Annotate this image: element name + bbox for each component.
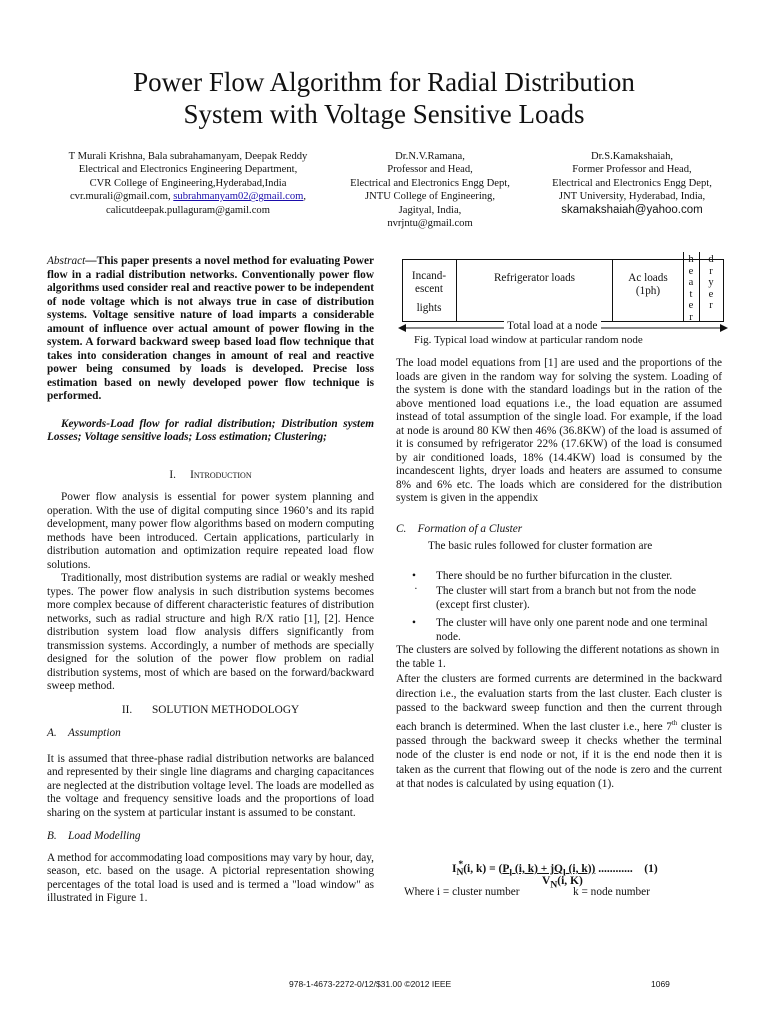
email-cvr: cvr.murali@gmail.com,: [69, 191, 171, 203]
author-dept: Electrical and Electronics Engineering Department,: [78, 164, 298, 176]
footer-copyright: 978-1-4673-2272-0/12/$31.00 ©2012 IEEE: [289, 979, 452, 989]
total-load-label: Total load at a node: [504, 320, 601, 332]
where-cluster-number: Where i = cluster number: [404, 886, 520, 898]
abstract-label: Abstract: [47, 255, 86, 267]
author-names: T Murali Krishna, Bala subrahamanyam, Deepak Reddy: [68, 151, 308, 162]
intro-paragraph-1: Power flow analysis is essential for power system planning and operation. With the use of digital computing since 1960’s and its rapid development, many power flow algorithms based on modern computing methods have been introduced. Certain applications, particularly in distribution automation and optimization require repeated load flow solutions.: [47, 491, 374, 571]
backward-sweep-paragraph: After the clusters are formed currents are determined in the backward direction i.e., the evaluation starts from the last cluster. Each cluster is passed to the backward sweep function and then the current through each branch is determined. When the last cluster i.e., here 7th cluster is passed through the backward sweep it checks whether the terminal node of the cluster is end node or not, if it is the end node then it is taken as the current that flowing out of the node is zero and the current at that nodes is calculated by using equation (1).: [396, 673, 722, 791]
divider: [456, 260, 457, 321]
author-city: Jagityal, India,: [398, 204, 462, 216]
left-column: [47, 255, 374, 906]
author-name: Dr.S.Kamakshaiah,: [590, 151, 674, 162]
segment-incandescent: Incand- escent lights: [411, 270, 447, 314]
author-emails: cvr.murali@gmail.com, subrahmanyam02@gmail.com,: [69, 191, 307, 203]
assumption-paragraph: It is assumed that three-phase radial distribution networks are balanced and represented by their single line diagrams and charging capacitances are neglected at the distribution voltage level. The loads are modelled as the voltage and frequency sensitive loads and the proportions of load sharing on the system at particular instant is assumed to be constant.: [47, 752, 374, 819]
author-block-2: [340, 150, 520, 230]
author-email: skamakshaiah@yahoo.com: [561, 203, 703, 216]
subsection-heading-load-modelling: B. Load Modelling: [47, 830, 141, 842]
bullet-dot-icon: •: [412, 569, 416, 582]
segment-refrigerator: Refrigerator loads: [493, 272, 576, 284]
load-model-paragraph: The load model equations from [1] are used and the proportions of the loads are given in the random way for solving the system. Loading of the system is done with the standard loadings but in the ration of the above mentioned load equations i.e., the load equation are assumed instead of total assumption of the single load. For example, if the load at node is around 80 KW then 46% (36.8KW) of the load is assumed of it is consumed by refrigerator 22% (17.6KW) of the load is consumed by air conditioned loads, 18% (14.4KW) load is consumed by the incandescent lights, dryer loads and heaters are assumed to consume 8% and 6% etc. The loads which are considered for the distribution system is given in the appendix: [396, 357, 722, 504]
clusters-solved-paragraph: The clusters are solved by following the different notations as shown in the table 1.: [396, 644, 720, 670]
author-name: Dr.N.V.Ramana,: [395, 151, 465, 162]
bullet-dot-icon: ·: [414, 583, 418, 595]
figure-caption: Fig. Typical load window at particular random node: [414, 334, 643, 346]
subsection-heading-cluster: C. Formation of a Cluster: [396, 522, 523, 535]
email-link-subrahmanyam[interactable]: subrahmanyam02@gmail.com: [173, 191, 304, 203]
email-deepak: calicutdeepak.pullaguram@gamil.com: [106, 204, 270, 216]
paper-title: [40, 66, 728, 130]
author-institution: JNT University, Hyderabad, India,: [558, 191, 706, 203]
equation-denominator: $V_N(i$, K): [542, 875, 583, 891]
author-role: Professor and Head,: [387, 164, 473, 176]
keywords: Keywords-Load flow for radial distribution; Distribution system Losses; Voltage sensitive loads; Loss estimation; Clustering;: [47, 417, 374, 443]
author-institution: CVR College of Engineering,Hyderabad,India: [89, 177, 287, 189]
author-block-1: [38, 150, 338, 217]
author-institution: JNTU College of Engineering,: [364, 191, 496, 203]
author-dept: Electrical and Electronics Engg Dept,: [350, 177, 510, 189]
equation-number: (1): [644, 862, 658, 875]
author-role: Former Professor and Head,: [572, 164, 692, 176]
title-line-2: System with Voltage Sensitive Loads: [183, 99, 585, 129]
where-node-number: k = node number: [573, 886, 650, 898]
bullet-item: • There should be no further bifurcation in the cluster.: [412, 569, 673, 582]
author-email: nvrjntu@gmail.com: [387, 218, 473, 230]
segment-ac-loads: Ac loads (1ph): [628, 272, 668, 297]
author-dept: Electrical and Electronics Engg Dept,: [552, 177, 712, 189]
intro-paragraph-2: Traditionally, most distribution systems are radial or weakly meshed types. The power flow analysis in such distribution systems becomes more complex because of different characteristic features of distribution networks, such as radial structure and high R/X ratio [1], [2]. Hence distribution system load flow analysis differs significantly from transmission systems. Accordingly, a number of methods are specially designed for the solution of the power flow problem on radial distribution systems, most of which are based on the forward/backward sweep method.: [47, 572, 374, 692]
title-line-1: Power Flow Algorithm for Radial Distribution: [133, 67, 635, 97]
segment-heater: h e a t e r: [688, 254, 694, 323]
segment-dryer: d r y e r: [708, 254, 714, 311]
page-number: 1069: [651, 979, 670, 989]
bullet-item: · The cluster will start from a branch but not from the node (except first cluster).: [414, 583, 697, 611]
author-block-3: [532, 150, 732, 217]
cluster-intro: The basic rules followed for cluster formation are: [428, 540, 653, 552]
section-heading-introduction: I. Introduction: [169, 468, 252, 481]
equation-numerator: $P_l$ (i, $k) + jQ_l$ (i, k)): [502, 862, 596, 879]
load-modelling-paragraph: A method for accommodating load compositions may vary by hour, day, season, etc. based on the usage. A pictorial representation showing percentages of the total load is used and is termed a "load window" as illustrated in Figure 1.: [47, 851, 374, 904]
bullet-item: • The cluster will have only one parent node and one terminal node.: [412, 617, 708, 643]
right-column: [396, 357, 722, 792]
bullet-dot-icon: •: [412, 617, 416, 629]
equation-1: $I_N^*(i$, $k) = (P_l$ (i, $k) + jQ_l$ (i, k)) ............ (1): [452, 859, 658, 879]
subsection-heading-assumption: A. Assumption: [47, 727, 121, 739]
section-heading-methodology: II. SOLUTION METHODOLOGY: [121, 703, 300, 716]
abstract-body: Power flow in a radial distribution networks. Conventionally power flow algorithms used consider real and reactive power to be independent of node voltage which is not always true in case of distribution systems. Voltage sensitive nature of load imparts a considerable amount of influence over actual amount of power flowing in the system. A forward backward sweep based load flow technique that takes into consideration changes in amount of real and reactive power being consumed by loads is developed. Precise loss estimation based on newly developed power flow technique is performed.: [47, 255, 374, 402]
load-window-figure: [402, 254, 724, 323]
abstract: Abstract—This paper presents a novel method for evaluating Power flow in a radial distribution networks. Conventionally power flow algorithms used consider real and reactive power to be independent of node voltage which is not always true in case of distribution systems. Voltage sensitive nature of load imparts a considerable amount of influence over actual amount of power flowing in the system. A forward backward sweep based load flow technique that takes into consideration changes in amount of real and reactive power being consumed by loads is developed. Precise loss estimation based on newly developed power flow technique is performed.: [47, 255, 374, 402]
